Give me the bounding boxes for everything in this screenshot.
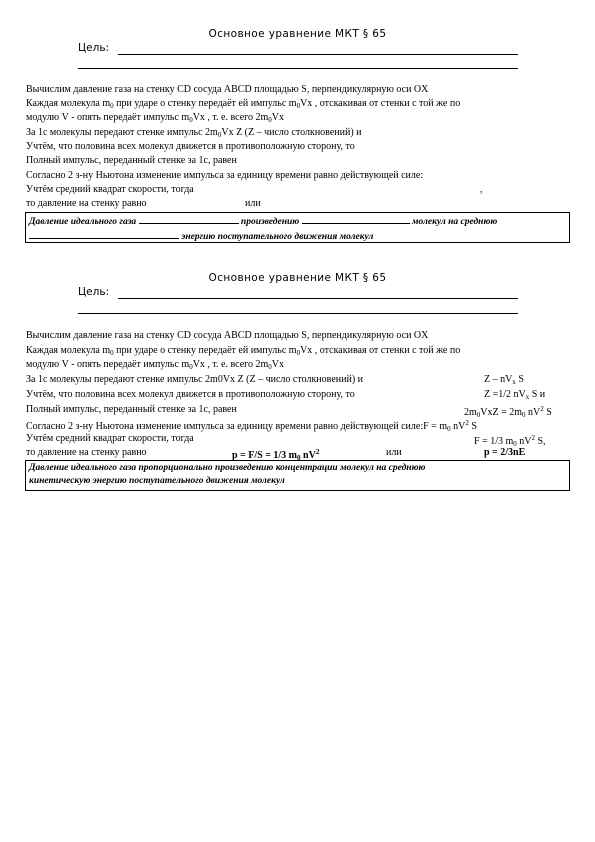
section2-line-9: то давление на стенку равно [26, 447, 147, 458]
section1-line-8: Учтём средний квадрат скорости, тогда [26, 184, 194, 195]
section2-title: Основное уравнение МКТ § 65 [208, 272, 387, 284]
section2-line-3: модулю V - опять передаёт импульс $m_0Vx$ , т. е. всего $2m_0Vx$ [26, 359, 285, 371]
section1-line-2: Каждая молекула $m_0$ при ударе о стенку передаёт ей импульс $m_0Vx$ , отскакивая от стенки с той же по [26, 98, 461, 110]
answer-pressure-energy: p = 2/3nE [484, 447, 526, 458]
section2-goal-field[interactable] [118, 298, 518, 299]
blank-1[interactable] [139, 214, 239, 224]
section2-line-5: Учтём, что половина всех молекул движется в противоположную сторону, то [26, 389, 355, 400]
blank-3[interactable] [29, 229, 179, 239]
answer-pressure: p = F/S = 1/3 $m_0$ $nV^2$ [232, 448, 320, 462]
section2-line-8: Учтём средний квадрат скорости, тогда [26, 433, 194, 444]
section1-line-7: Согласно 2 з-ну Ньютона изменение импульса за единицу времени равно действующей силе: [26, 170, 424, 181]
section2-line-2: Каждая молекула $m_0$ при ударе о стенку передаёт ей импульс $m_0Vx$ , отскакивая от стенки с той же по [26, 345, 461, 357]
section2-line-6: Полный импульс, переданный стенке за 1с, равен [26, 404, 237, 415]
section1-goal-field[interactable] [118, 54, 518, 55]
section1-conclusion-box [25, 212, 570, 243]
section1-title: Основное уравнение МКТ § 65 [208, 28, 387, 40]
section1-goal-field-2[interactable] [78, 68, 518, 69]
answer-z2: Z =1/2 $nV_x$ S и [484, 389, 546, 401]
section2-box-row1: Давление идеального газа пропорционально произведению концентрации молекул на среднюю [29, 463, 426, 473]
section2-line-7: Согласно 2 з-ну Ньютона изменение импульса за единицу времени равно действующей силе:F = $m_0$ $nV^2$ S [26, 419, 477, 433]
section2-goal-field-2[interactable] [78, 313, 518, 314]
section1-line-1: Вычислим давление газа на стенку CD сосуда ABCD площадью S, перпендикулярную оси OX [26, 84, 429, 95]
section1-box-row2: энергию поступательного движения молекул [29, 229, 566, 244]
answer-impulse: $2m_0VxZ = 2m_0$ $nV^2$ S [464, 405, 552, 419]
section2-line-1: Вычислим давление газа на стенку CD сосуда ABCD площадью S, перпендикулярную оси OX [26, 330, 429, 341]
section1-or: или [245, 198, 261, 209]
section2-conclusion-box [25, 460, 570, 491]
blank-2[interactable] [302, 214, 410, 224]
section1-line-3: модулю V - опять передаёт импульс $m_0Vx$ , т. е. всего $2m_0Vx$ [26, 112, 285, 124]
answer-force: F = 1/3 $m_0$ $nV^2$ S, [474, 434, 546, 448]
answer-z1: Z – $nV_x$ S [484, 374, 524, 386]
section2-or: или [386, 447, 402, 458]
section1-goal-label: Цель: [78, 42, 110, 54]
section1-line-9: то давление на стенку равно [26, 198, 147, 209]
section2-line-4: За 1с молекулы передают стенке импульс 2m0Vx Z (Z – число столкновений) и [26, 374, 363, 385]
section1-line-5: Учтём, что половина всех молекул движется в противоположную сторону, то [26, 141, 355, 152]
section1-line-6: Полный импульс, переданный стенке за 1с, равен [26, 155, 237, 166]
section1-comma: , [480, 184, 483, 195]
section1-line-4: За 1с молекулы передают стенке импульс $2m_0Vx$ Z (Z – число столкновений) и [26, 127, 362, 139]
section1-box-row1: Давление идеального газа произведению молекул на среднюю [29, 214, 566, 229]
section2-box-row2: кинетическую энергию поступательного движения молекул [29, 476, 285, 486]
section2-goal-label: Цель: [78, 286, 110, 298]
